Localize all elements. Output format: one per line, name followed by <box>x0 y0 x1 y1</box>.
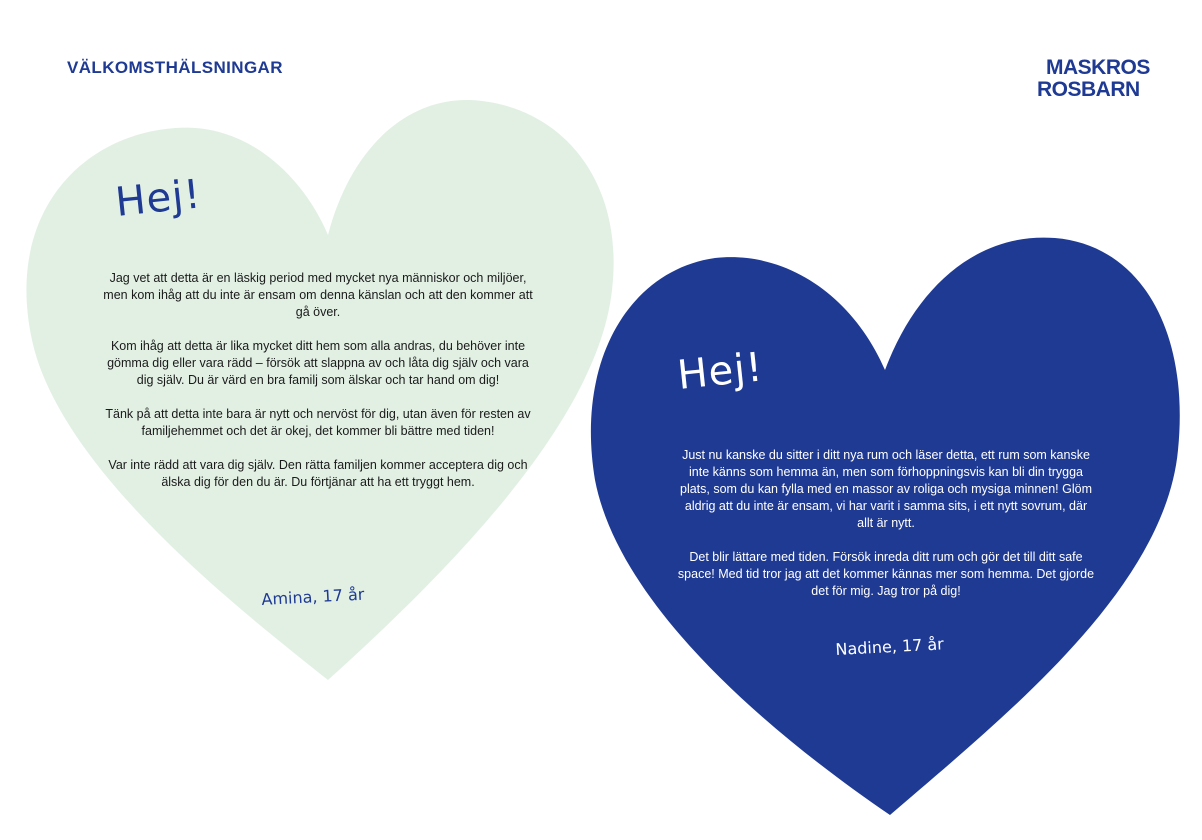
logo-line-2: ROSBARN <box>1037 78 1140 101</box>
card-greeting: Hej! <box>675 344 766 399</box>
page-title: VÄLKOMSTHÄLSNINGAR <box>67 58 283 77</box>
message-paragraph: Det blir lättare med tiden. Försök inreda ditt rum och gör det till ditt safe space! Med tid tror jag att det kommer kännas mer som hemma. Det gjorde det för mig. Jag tror på dig! <box>677 550 1095 598</box>
message-paragraph: Just nu kanske du sitter i ditt nya rum och läser detta, ett rum som kanske inte känns som hemma än, men som förhoppningsvis kan bli din trygga plats, som du kan fylla med en massor av roliga och mysiga minnen! Glöm aldrig att du inte är ensam, vi har varit i samma sits, i ett nytt sovrum, där allt är nytt. <box>680 448 1092 530</box>
message-paragraph: Kom ihåg att detta är lika mycket ditt hem som alla andras, du behöver inte gömma dig eller vara rädd – försök att slappna av och låta dig själv och vara dig själv. Du är värd en bra familj som älskar och tar hand om dig! <box>107 339 529 387</box>
message-paragraph: Var inte rädd att vara dig själv. Den rätta familjen kommer acceptera dig och älska dig för den du är. Du förtjänar att ha ett tryggt hem. <box>108 458 528 489</box>
message-paragraph: Jag vet att detta är en läskig period med mycket nya människor och miljöer, men kom ihåg att du inte är ensam om denna känslan och att den kommer att gå över. <box>103 271 533 319</box>
card-signature: Nadine, 17 år <box>835 634 945 659</box>
message-paragraph: Tänk på att detta inte bara är nytt och nervöst för dig, utan även för resten av familjehemmet och det är okej, det kommer bli bättre med tiden! <box>105 407 531 438</box>
card-greeting: Hej! <box>113 171 204 226</box>
card-message <box>676 447 1096 600</box>
card-signature: Amina, 17 år <box>261 584 365 609</box>
card-message <box>100 270 536 491</box>
logo-line-1: MASKROS <box>1046 56 1150 79</box>
